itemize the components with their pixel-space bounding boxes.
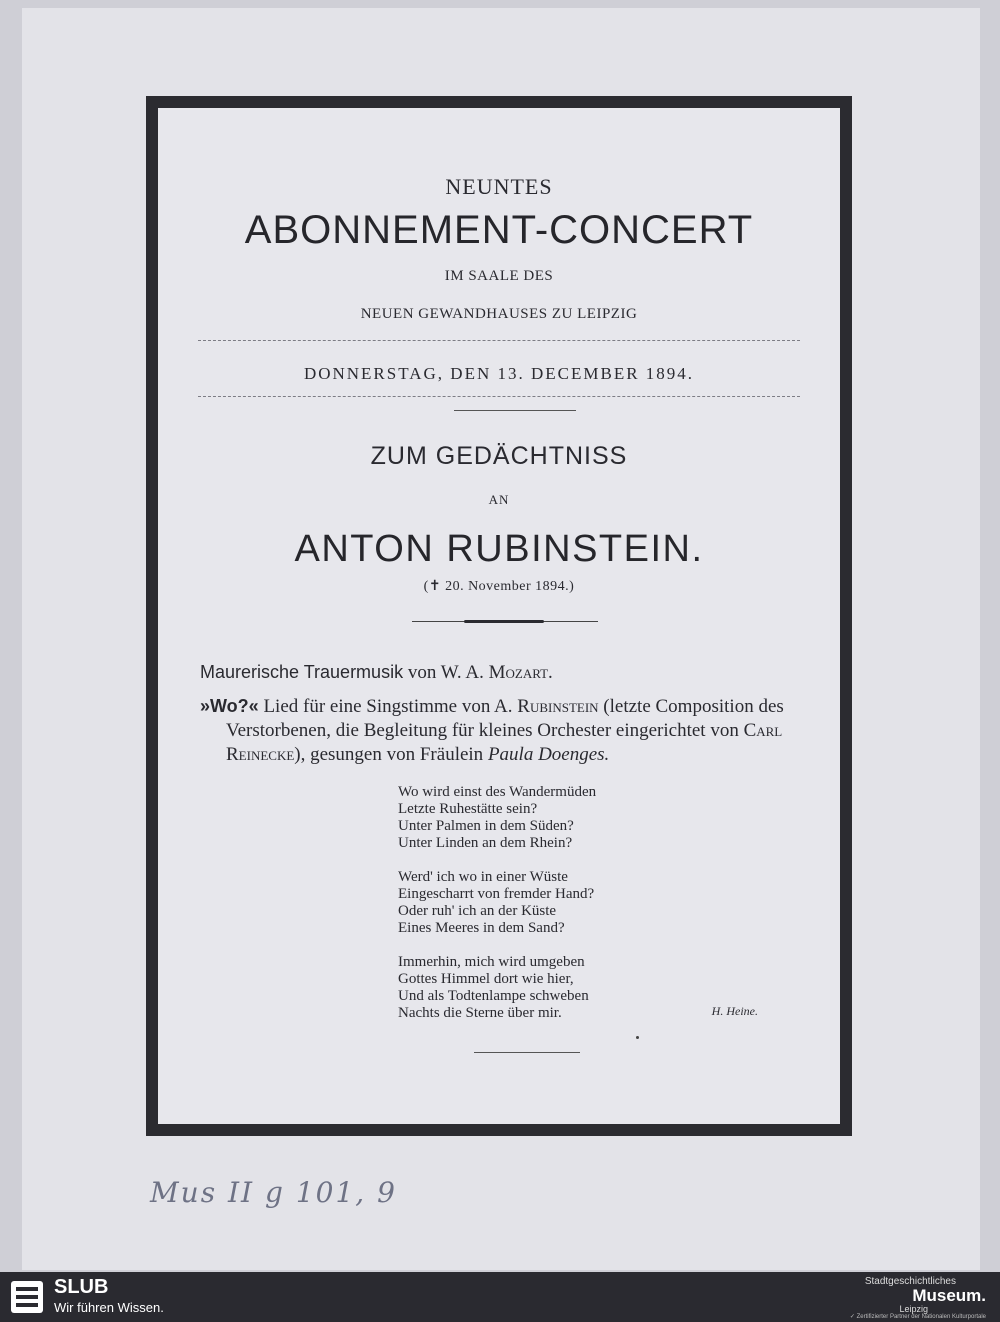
poem-line: Eines Meeres in dem Sand? xyxy=(398,920,565,936)
poem xyxy=(398,784,758,1022)
item2-text-a: Lied für eine Singstimme von A. xyxy=(263,696,513,717)
program-item-2 xyxy=(200,694,830,767)
poem-line: Oder ruh' ich an der Küste xyxy=(398,903,557,919)
ink-dot xyxy=(636,1036,639,1039)
poem-line: Nachts die Sterne über mir. xyxy=(398,1005,562,1021)
shelfmark-handwriting: Mus II g 101, 9 xyxy=(150,1176,397,1209)
footer-bar xyxy=(0,1272,1000,1322)
item2-composer: Rubinstein xyxy=(517,696,599,717)
museum-top-label: Stadtgeschichtliches xyxy=(864,1276,956,1287)
poem-stanza-1 xyxy=(398,784,758,852)
divider-dotted-bottom xyxy=(198,396,800,397)
poem-line: Und als Todtenlampe schweben xyxy=(398,988,589,1004)
poem-stanza-2 xyxy=(398,869,758,937)
heading-gewandhaus: NEUEN GEWANDHAUSES ZU LEIPZIG xyxy=(360,306,638,322)
divider-end xyxy=(474,1052,580,1053)
item1-composer: Mozart. xyxy=(488,662,553,683)
poem-line: Gottes Himmel dort wie hier, xyxy=(398,971,574,987)
concert-date: DONNERSTAG, DEN 13. DECEMBER 1894. xyxy=(303,364,695,383)
item2-text-c: ), gesungen von Fräulein xyxy=(294,744,484,765)
memorial-heading: ZUM GEDÄCHTNISS xyxy=(370,442,628,470)
poem-line: Immerhin, mich wird umgeben xyxy=(398,954,585,970)
poem-stanza-3 xyxy=(398,954,758,1022)
museum-cert: ✓ Zertifizierter Partner der Nationalen Kulturportale xyxy=(849,1314,986,1320)
item1-title: Maurerische Trauermusik xyxy=(200,662,404,682)
ornament-divider xyxy=(412,620,598,624)
slub-logo-icon[interactable] xyxy=(10,1280,44,1314)
poem-line: Letzte Ruhestätte sein? xyxy=(398,801,538,817)
heading-neuntes: NEUNTES xyxy=(445,174,553,199)
heading-concert: ABONNEMENT-CONCERT xyxy=(244,208,754,252)
poem-line: Unter Palmen in dem Süden? xyxy=(398,818,574,834)
memorial-name: ANTON RUBINSTEIN. xyxy=(294,528,704,570)
poem-line: Werd' ich wo in einer Wüste xyxy=(398,869,568,885)
item2-quote: »Wo?« xyxy=(200,696,259,716)
divider-dotted-top xyxy=(198,340,800,341)
poem-line: Unter Linden an dem Rhein? xyxy=(398,835,573,851)
divider-short xyxy=(454,410,576,411)
item1-by: von W. A. xyxy=(407,662,484,683)
slub-name[interactable]: SLUB xyxy=(54,1276,109,1298)
museum-name[interactable]: Museum. xyxy=(912,1286,986,1305)
program-item-1 xyxy=(200,660,830,685)
poem-line: Eingescharrt von fremder Hand? xyxy=(398,886,595,902)
heading-saale: IM SAALE DES xyxy=(444,268,554,284)
museum-city: Leipzig xyxy=(899,1304,928,1314)
slub-tagline: Wir führen Wissen. xyxy=(54,1300,164,1315)
item2-arranger: Carl Reinecke xyxy=(226,720,783,765)
poem-author: H. Heine. xyxy=(711,1004,758,1018)
item2-text-b: (letzte Composition des Verstorbenen, die Begleitung für kleines Orchester eingerichtet von xyxy=(226,696,784,741)
poem-line: Wo wird einst des Wandermüden xyxy=(398,784,597,800)
death-date: (✝ 20. November 1894.) xyxy=(423,579,575,594)
item2-singer: Paula Doenges. xyxy=(487,744,610,765)
memorial-an: AN xyxy=(488,492,510,507)
mourning-border-frame xyxy=(146,96,852,1136)
